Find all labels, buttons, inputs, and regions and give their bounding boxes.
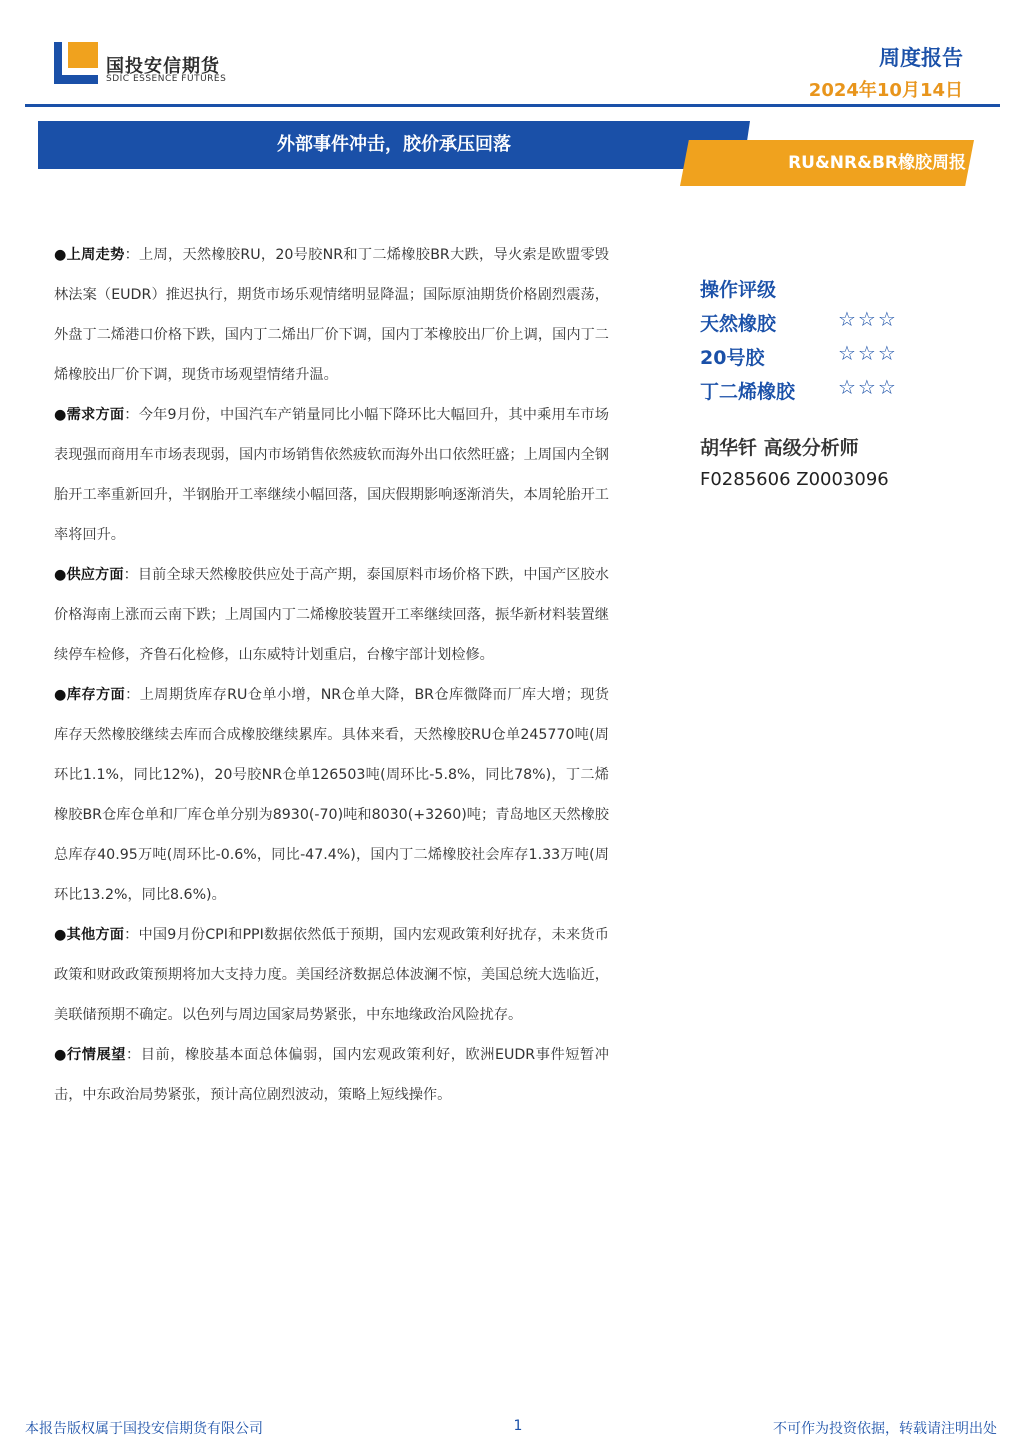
section-label: 其他方面 <box>66 927 125 943</box>
footer-copyright: 本报告版权属于国投安信期货有限公司 <box>25 1421 263 1437</box>
section-demand <box>54 395 609 555</box>
rating-name: 20号胶 <box>700 347 765 369</box>
section-supply <box>54 555 609 675</box>
report-title: 外部事件冲击，胶价承压回落 <box>277 134 511 155</box>
report-date: 2024年10月14日 <box>808 80 963 101</box>
bullet-icon: ● <box>54 927 67 943</box>
rating-row-tsr20 <box>700 343 960 373</box>
footer-disclaimer: 不可作为投资依据，转载请注明出处 <box>773 1421 997 1437</box>
bullet-icon: ● <box>54 567 67 583</box>
report-body <box>54 235 609 1115</box>
section-outlook <box>54 1035 609 1115</box>
section-text: ：目前，橡胶基本面总体偏弱，国内宏观政策利好，欧洲EUDR事件短暂冲击，中东政治局势紧张，预计高位剧烈波动，策略上短线操作。 <box>54 1047 609 1103</box>
section-other <box>54 915 609 1035</box>
section-text: ：上周，天然橡胶RU，20号胶NR和丁二烯橡胶BR大跌，导火索是欧盟零毁林法案（EUDR）推迟执行，期货市场乐观情绪明显降温；国际原油期货价格剧烈震荡，外盘丁二烯港口价格下跌，国内丁二烯出厂价下调，国内丁苯橡胶出厂价上调，国内丁二烯橡胶出厂价下调，现货市场观望情绪升温。 <box>54 247 609 383</box>
bullet-icon: ● <box>54 247 67 263</box>
section-label: 供应方面 <box>66 567 124 583</box>
report-type: 周度报告 <box>879 46 963 70</box>
bullet-icon: ● <box>54 687 67 703</box>
company-logo-icon <box>54 42 98 84</box>
report-subtitle: RU&NR&BR橡胶周报 <box>788 153 966 173</box>
rating-title: 操作评级 <box>700 279 777 301</box>
section-label: 需求方面 <box>66 407 125 423</box>
bullet-icon: ● <box>54 1047 67 1063</box>
rating-row-butadiene-rubber <box>700 377 960 407</box>
analyst-license-ids: F0285606 Z0003096 <box>700 469 889 490</box>
rating-name: 天然橡胶 <box>700 313 777 335</box>
section-label: 上周走势 <box>66 247 125 263</box>
star-rating-icon: ☆☆☆ <box>838 375 898 399</box>
header-divider <box>25 104 1000 107</box>
section-label: 行情展望 <box>66 1047 126 1063</box>
star-rating-icon: ☆☆☆ <box>838 341 898 365</box>
section-label: 库存方面 <box>66 687 126 703</box>
section-text: ：上周期货库存RU仓单小增，NR仓单大降，BR仓库微降而厂库大增；现货库存天然橡胶继续去库而合成橡胶继续累库。具体来看，天然橡胶RU仓单245770吨(周环比1.1%，同比12%)，20号胶NR仓单126503吨(周环比-5.8%，同比78%)，丁二烯橡胶BR仓库仓单和厂库仓单分别为8930(-70)吨和8030(+3260)吨；青岛地区天然橡胶总库存40.95万吨(周环比-0.6%，同比-47.4%)，国内丁二烯橡胶社会库存1.33万吨(周环比13.2%，同比8.6%)。 <box>54 687 609 903</box>
page-number: 1 <box>513 1418 523 1434</box>
logo-english-name: SDIC ESSENCE FUTURES <box>106 74 227 84</box>
bullet-icon: ● <box>54 407 67 423</box>
star-rating-icon: ☆☆☆ <box>838 307 898 331</box>
section-text: ：中国9月份CPI和PPI数据依然低于预期，国内宏观政策利好扰存，未来货币政策和财政政策预期将加大支持力度。美国经济数据总体波澜不惊，美国总统大选临近，美联储预期不确定。以色列与周边国家局势紧张，中东地缘政治风险扰存。 <box>54 927 609 1023</box>
rating-row-natural-rubber <box>700 309 960 339</box>
logo-chinese-name: 国投安信期货 <box>106 56 220 77</box>
section-inventory <box>54 675 609 915</box>
section-text: ：目前全球天然橡胶供应处于高产期，泰国原料市场价格下跌，中国产区胶水价格海南上涨而云南下跌；上周国内丁二烯橡胶装置开工率继续回落，振华新材料装置继续停车检修，齐鲁石化检修，山东威特计划重启，台橡宇部计划检修。 <box>54 567 609 663</box>
section-text: ：今年9月份，中国汽车产销量同比小幅下降环比大幅回升，其中乘用车市场表现强而商用车市场表现弱，国内市场销售依然疲软而海外出口依然旺盛；上周国内全钢胎开工率重新回升，半钢胎开工率继续小幅回落，国庆假期影响逐渐消失，本周轮胎开工率将回升。 <box>54 407 609 543</box>
analyst-name: 胡华钎 高级分析师 <box>700 437 859 459</box>
section-last-week <box>54 235 609 395</box>
rating-name: 丁二烯橡胶 <box>700 381 796 403</box>
